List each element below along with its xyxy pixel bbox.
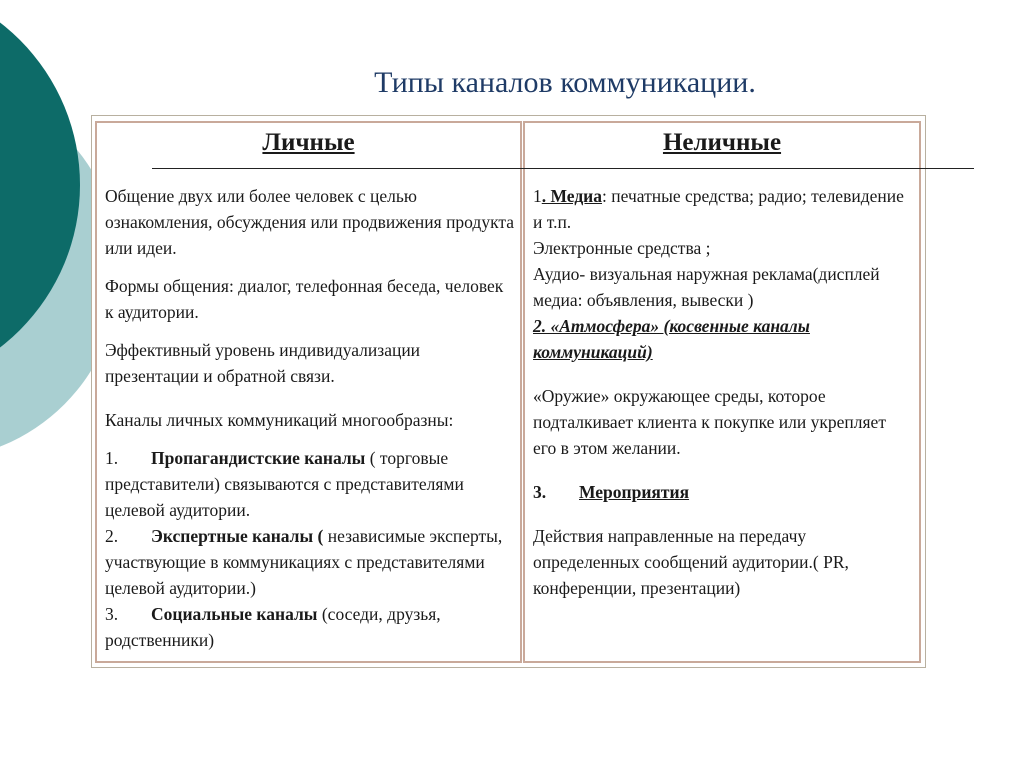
- list-item: [105, 445, 514, 523]
- media-number: 1: [533, 186, 542, 206]
- list-item: [105, 601, 514, 653]
- definition-paragraph: Общение двух или более человек с целью ознакомления, обсуждения или продвижения продукта или идеи.: [105, 186, 514, 258]
- forms-paragraph: Формы общения: диалог, телефонная беседа, человек к аудитории.: [105, 276, 504, 322]
- column-body-personal: [105, 183, 514, 653]
- channels-intro: Каналы личных коммуникаций многообразны:: [105, 410, 454, 430]
- slide-title: Типы каналов коммуникации.: [374, 66, 756, 99]
- atmosphere-heading: [533, 313, 913, 365]
- comparison-table: [91, 115, 926, 668]
- column-body-impersonal: [533, 183, 913, 601]
- column-personal: [95, 121, 522, 663]
- media-paragraph: [533, 183, 913, 235]
- column-header-personal: Личные: [262, 129, 355, 156]
- list-text: (соседи, друзья, родственники): [105, 604, 441, 650]
- column-header-impersonal: Неличные: [662, 129, 782, 156]
- effectiveness-paragraph: Эффективный уровень индивидуализации презентации и обратной связи.: [105, 340, 421, 386]
- list-label: Пропагандистские каналы: [151, 448, 366, 468]
- list-label: Социальные каналы: [151, 604, 318, 624]
- events-paragraph: Действия направленные на передачу определенных сообщений аудитории.( PR, конференции, презентации): [533, 526, 849, 598]
- events-heading: [533, 479, 913, 505]
- list-label: Экспертные каналы (: [151, 526, 324, 546]
- events-label: Мероприятия: [579, 482, 690, 502]
- electronic-paragraph: Электронные средства ;: [533, 238, 711, 258]
- media-label: . Медиа: [541, 186, 603, 206]
- atmosphere-number: 2.: [533, 316, 551, 336]
- list-number: 2.: [105, 526, 119, 546]
- list-text: независимые эксперты, участвующие в коммуникациях с представителями целевой аудитории.): [105, 526, 503, 598]
- list-text: ( торговые представители) связываются с представителями целевой аудитории.: [105, 448, 464, 520]
- media-text: : печатные средства; радио; телевидение и т.п.: [533, 186, 904, 232]
- header-divider: [152, 168, 974, 169]
- atmosphere-label: «Атмосфера» (косвенные каналы коммуникаций): [533, 316, 810, 362]
- audio-visual-paragraph: Аудио- визуальная наружная реклама(дисплей медиа: объявления, вывески ): [533, 264, 880, 310]
- column-impersonal: [523, 121, 921, 663]
- events-number: 3.: [533, 482, 547, 502]
- list-item: [105, 523, 514, 601]
- list-number: 1.: [105, 448, 119, 468]
- weapon-paragraph: «Оружие» окружающее среды, которое подталкивает клиента к покупке или укрепляет его в этом желании.: [533, 386, 886, 458]
- list-number: 3.: [105, 604, 119, 624]
